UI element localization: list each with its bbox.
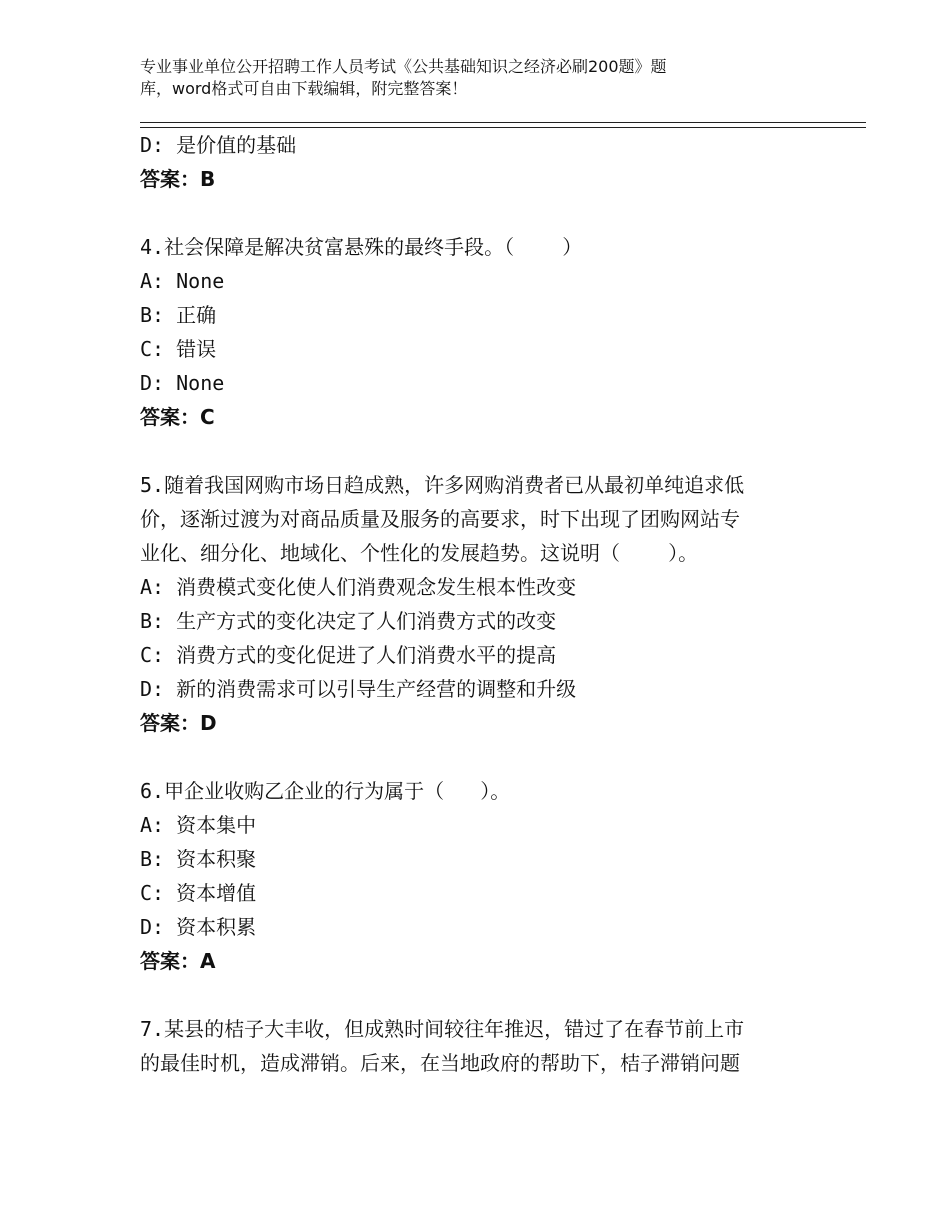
spacer: [140, 196, 820, 230]
question-list: [140, 128, 820, 1080]
header-title-line-1: 专业事业单位公开招聘工作人员考试《公共基础知识之经济必刷200题》题: [140, 57, 667, 76]
option-d: D: 资本积累: [140, 915, 257, 939]
option-d: D: 新的消费需求可以引导生产经营的调整和升级: [140, 677, 577, 701]
answer: 答案：C: [140, 405, 215, 429]
question-3-tail: [140, 128, 820, 196]
option-b: B: 资本积聚: [140, 847, 257, 871]
option-d: D: 是价值的基础: [140, 133, 297, 157]
question-4: [140, 230, 820, 434]
answer: 答案：A: [140, 949, 216, 973]
question-stem: 6.甲企业收购乙企业的行为属于（ ）。: [140, 779, 511, 803]
question-5: [140, 468, 820, 740]
question-stem-line: 价，逐渐过渡为对商品质量及服务的高要求，时下出现了团购网站专: [140, 507, 740, 531]
header-title-line-2: 库，word格式可自由下载编辑，附完整答案！: [140, 79, 468, 98]
question-6: [140, 774, 820, 978]
spacer: [140, 740, 820, 774]
question-stem-line: 7.某县的桔子大丰收，但成熟时间较往年推迟，错过了在春节前上市: [140, 1017, 745, 1041]
option-a: A: None: [140, 269, 225, 293]
question-stem: 4.社会保障是解决贫富悬殊的最终手段。（ ）: [140, 235, 583, 259]
spacer: [140, 978, 820, 1012]
spacer: [140, 434, 820, 468]
answer: 答案：B: [140, 167, 216, 191]
option-b: B: 正确: [140, 303, 217, 327]
document-header: [140, 56, 780, 100]
option-c: C: 错误: [140, 337, 217, 361]
question-stem-line: 的最佳时机，造成滞销。后来，在当地政府的帮助下，桔子滞销问题: [140, 1051, 740, 1075]
option-d: D: None: [140, 371, 225, 395]
question-stem-line: 5.随着我国网购市场日趋成熟，许多网购消费者已从最初单纯追求低: [140, 473, 745, 497]
option-c: C: 资本增值: [140, 881, 257, 905]
question-7: [140, 1012, 820, 1080]
answer: 答案：D: [140, 711, 217, 735]
option-a: A: 消费模式变化使人们消费观念发生根本性改变: [140, 575, 577, 599]
option-a: A: 资本集中: [140, 813, 257, 837]
option-b: B: 生产方式的变化决定了人们消费方式的改变: [140, 609, 557, 633]
option-c: C: 消费方式的变化促进了人们消费水平的提高: [140, 643, 557, 667]
question-stem-line: 业化、细分化、地域化、个性化的发展趋势。这说明（ ）。: [140, 541, 699, 565]
